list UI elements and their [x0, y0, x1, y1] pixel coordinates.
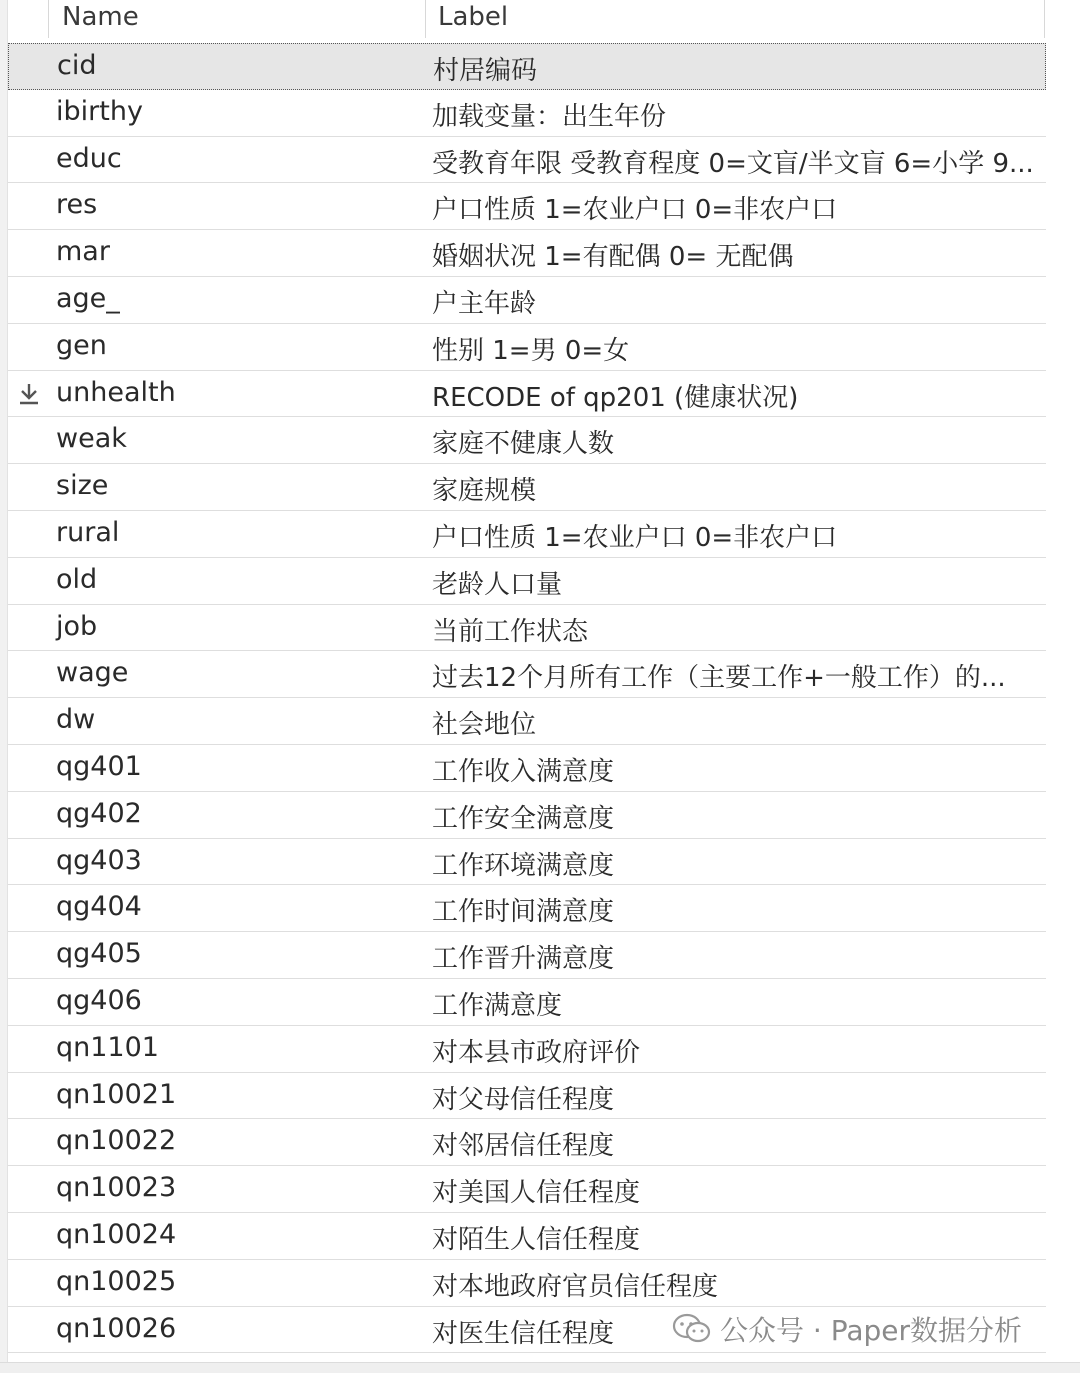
variable-name: qg405 [56, 938, 142, 970]
variable-name: rural [56, 516, 120, 548]
download-arrow-icon [18, 382, 40, 406]
column-divider[interactable] [48, 0, 49, 38]
variable-name: qn1101 [56, 1031, 159, 1063]
table-row[interactable] [8, 90, 1046, 137]
variable-name: qn10021 [56, 1078, 177, 1110]
variable-label: 性别 1=男 0=女 [432, 335, 630, 366]
variable-name: qg402 [56, 797, 142, 829]
variable-label: 婚姻状况 1=有配偶 0= 无配偶 [432, 242, 794, 273]
variable-label: 村居编码 [433, 56, 538, 86]
variable-label: 对本县市政府评价 [432, 1037, 641, 1068]
table-row[interactable] [8, 1073, 1046, 1120]
table-row[interactable] [8, 979, 1046, 1026]
variable-label: 工作安全满意度 [432, 803, 615, 834]
variable-name: job [56, 610, 98, 642]
table-row[interactable] [8, 745, 1046, 792]
variable-label: 加载变量：出生年份 [432, 101, 667, 132]
table-row[interactable] [8, 605, 1046, 652]
table-row[interactable] [8, 698, 1046, 745]
variable-name: weak [56, 423, 127, 455]
variable-label: 对父母信任程度 [432, 1084, 615, 1115]
table-row[interactable] [8, 371, 1046, 418]
variable-label: 户主年龄 [432, 288, 537, 319]
table-row[interactable] [8, 324, 1046, 371]
table-row[interactable] [8, 230, 1046, 277]
column-header-label[interactable]: Label [438, 2, 509, 32]
variable-name: qg401 [56, 750, 142, 782]
variable-name: cid [57, 50, 97, 81]
variable-name: res [56, 189, 98, 221]
table-header [8, 0, 1046, 38]
variable-label: 受教育年限 受教育程度 0=文盲/半文盲 6=小学 9... [432, 148, 1034, 179]
variable-name: qn10022 [56, 1125, 177, 1157]
row-header-edge [0, 0, 8, 1372]
variable-name: unhealth [56, 376, 176, 408]
variable-name: ibirthy [56, 95, 143, 127]
variable-label: 工作时间满意度 [432, 897, 615, 928]
table-row[interactable] [8, 885, 1046, 932]
variable-name: age_ [56, 282, 120, 314]
variable-name: qg406 [56, 984, 142, 1016]
variable-label: 工作环境满意度 [432, 850, 615, 881]
variable-label: RECODE of qp201 (健康状况) [432, 382, 799, 413]
variable-label: 家庭规模 [432, 476, 537, 507]
variable-label: 家庭不健康人数 [432, 429, 615, 460]
column-header-name[interactable]: Name [62, 2, 139, 32]
variable-label: 老龄人口量 [432, 569, 563, 600]
table-row[interactable] [8, 932, 1046, 979]
variable-list [8, 43, 1046, 1353]
table-row[interactable] [8, 1260, 1046, 1307]
watermark-text: 公众号 · Paper数据分析 [720, 1314, 1022, 1347]
variable-name: old [56, 563, 98, 595]
variable-label: 对本地政府官员信任程度 [432, 1271, 719, 1302]
table-row[interactable] [8, 137, 1046, 184]
variable-name: dw [56, 704, 96, 736]
column-divider[interactable] [1044, 0, 1045, 38]
variable-label: 对医生信任程度 [432, 1318, 615, 1349]
variable-name: size [56, 470, 109, 502]
variable-name: qn10023 [56, 1172, 177, 1204]
table-row[interactable] [8, 511, 1046, 558]
watermark [668, 1307, 1026, 1351]
variable-name: educ [56, 142, 122, 174]
variable-label: 工作满意度 [432, 990, 563, 1021]
variable-name: wage [56, 657, 129, 689]
variable-label: 工作晋升满意度 [432, 944, 615, 975]
horizontal-scrollbar[interactable] [0, 1362, 1080, 1373]
variable-label: 当前工作状态 [432, 616, 589, 647]
table-row[interactable] [8, 464, 1046, 511]
table-row[interactable] [8, 651, 1046, 698]
variable-label: 工作收入满意度 [432, 756, 615, 787]
table-row[interactable] [8, 1119, 1046, 1166]
table-row[interactable] [8, 558, 1046, 605]
table-row[interactable] [8, 183, 1046, 230]
table-row[interactable] [8, 1213, 1046, 1260]
variable-label: 过去12个月所有工作（主要工作+一般工作）的... [432, 663, 1006, 694]
table-row[interactable] [8, 792, 1046, 839]
variable-label: 户口性质 1=农业户口 0=非农户口 [432, 195, 838, 226]
table-row[interactable] [8, 1026, 1046, 1073]
variable-name: gen [56, 329, 107, 361]
wechat-logo-icon [672, 1312, 712, 1346]
variable-name: qg403 [56, 844, 142, 876]
variable-name: qn10026 [56, 1312, 177, 1344]
table-row[interactable] [8, 1166, 1046, 1213]
table-row[interactable] [8, 43, 1046, 90]
table-row[interactable] [8, 277, 1046, 324]
variable-label: 户口性质 1=农业户口 0=非农户口 [432, 522, 838, 553]
variable-name: qn10024 [56, 1218, 177, 1250]
variable-name: qg404 [56, 891, 142, 923]
variable-name: mar [56, 236, 110, 268]
table-row[interactable] [8, 839, 1046, 886]
variable-name: qn10025 [56, 1265, 177, 1297]
variable-label: 对陌生人信任程度 [432, 1224, 641, 1255]
variable-label: 社会地位 [432, 710, 537, 741]
variable-label: 对美国人信任程度 [432, 1178, 641, 1209]
table-row[interactable] [8, 417, 1046, 464]
column-divider[interactable] [425, 0, 426, 38]
variable-label: 对邻居信任程度 [432, 1131, 615, 1162]
